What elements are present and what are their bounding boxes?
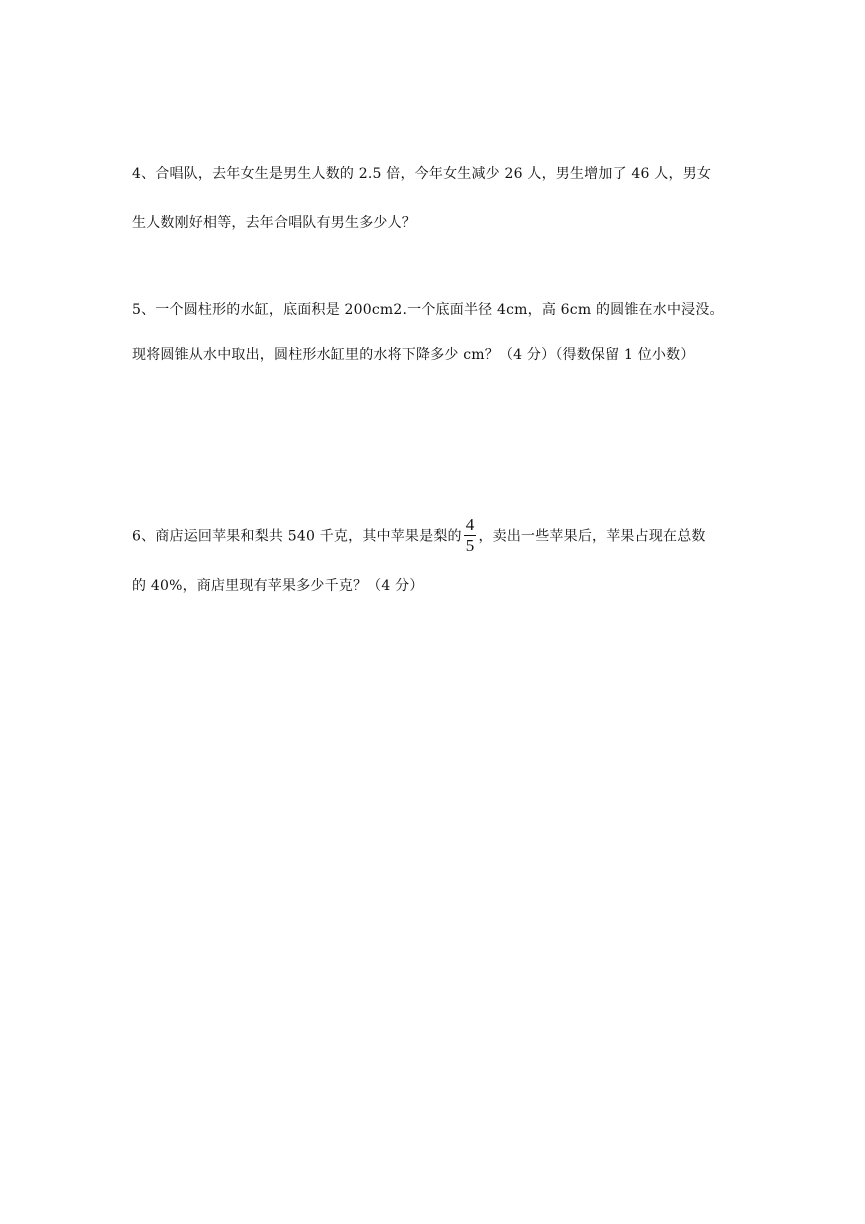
question-6-text-after-fraction: ，卖出一些苹果后，苹果占现在总数	[478, 528, 706, 545]
question-6-text-before-fraction: 6、商店运回苹果和梨共 540 千克，其中苹果是梨的	[132, 528, 462, 545]
fraction-four-fifths	[464, 515, 477, 556]
question-5-line-2: 现将圆锥从水中取出，圆柱形水缸里的水将下降多少 cm？（4 分）（得数保留 1 位小数）	[132, 347, 695, 363]
question-5-line-1: 5、一个圆柱形的水缸，底面积是 200cm2.一个底面半径 4cm，高 6cm 的圆锥在水中浸没。	[132, 302, 724, 318]
question-4-line-2: 生人数刚好相等，去年合唱队有男生多少人？	[132, 215, 416, 231]
question-4-line-1: 4、合唱队，去年女生是男生人数的 2.5 倍，今年女生减少 26 人，男生增加了 46 人，男女	[132, 166, 712, 182]
question-6-line-1	[132, 516, 706, 557]
fraction-denominator: 5	[465, 536, 475, 555]
question-6-line-2: 的 40%，商店里现有苹果多少千克？（4 分）	[132, 578, 424, 594]
fraction-numerator: 4	[465, 515, 475, 534]
